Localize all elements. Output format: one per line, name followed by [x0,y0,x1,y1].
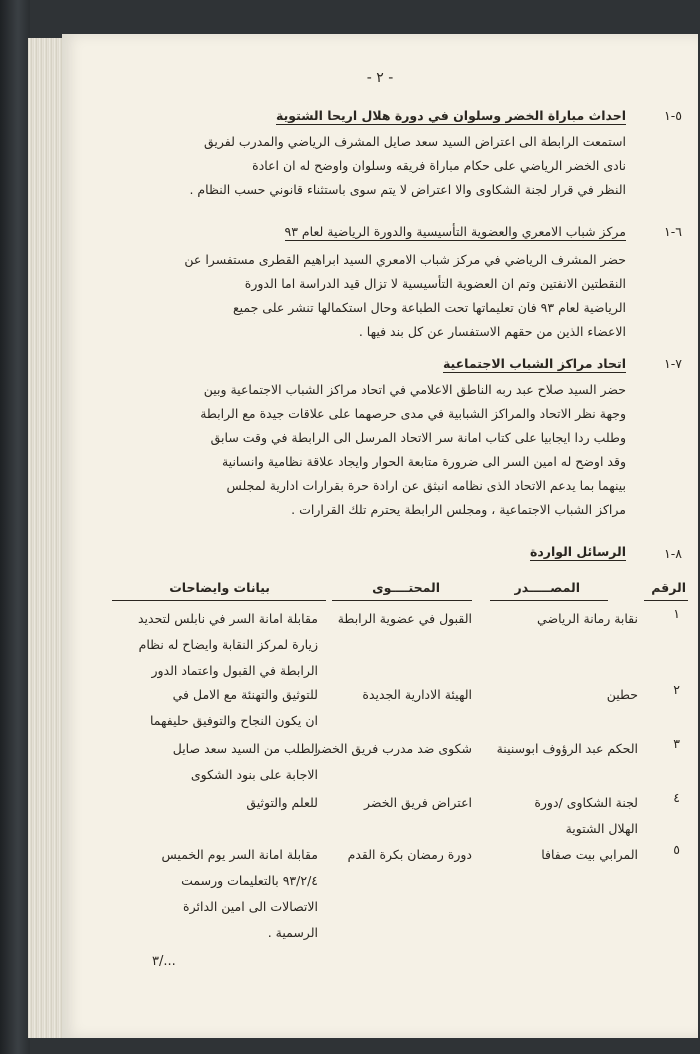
row-notes: الطلب من السيد سعد صايل الاجابة على بنود الشكوى [172,741,318,782]
row-source: حطين [606,687,638,702]
row-content: القبول في عضوية الرابطة [337,611,472,626]
paragraph-line: الاعضاء الذين من حقهم الاستفسار عن كل بند فيها . [358,324,626,339]
header-underline [644,600,688,601]
paragraph-line: وطلب ردا ايجابيا على كتاب امانة سر الاتحاد المرسل الى الرابطة في وقت سابق [210,430,626,445]
row-source: الحكم عبد الرؤوف ابوسنينة [496,741,638,756]
row-source: نقابة رمانة الرياضي [537,611,638,626]
section-paragraph [106,248,626,344]
section-title: اتحاد مراكز الشباب الاجتماعية [442,356,626,371]
paragraph-line: وجهة نظر الاتحاد والمراكز الشبابية في مدى حرصهما على علاقات جيدة مع الرابطة [200,406,626,421]
column-header-notes: بيانات وايضاحات [169,580,270,595]
section-number: ٥-١ [664,108,682,123]
header-underline [490,600,608,601]
paragraph-line: وقد اوضح له امين السر الى ضرورة متابعة الحوار وايجاد علاقة نظامية وانسانية [221,454,626,469]
paragraph-line: حضر المشرف الرياضي في مركز شباب الامعري السيد ابراهيم القطرى مستفسرا عن [184,252,626,267]
row-number: ٣ [673,736,680,751]
column-header-content: المحتــــوى [372,580,440,595]
document-body [62,34,698,1038]
row-content: شكوى ضد مدرب فريق الخضر [314,741,472,756]
header-underline [112,600,326,601]
row-number: ٤ [673,790,680,805]
row-notes: للعلم والتوثيق [246,795,318,810]
paragraph-line: استمعت الرابطة الى اعتراض السيد سعد صايل المشرف الرياضي والمدرب لفريق [203,134,626,149]
row-content: اعتراض فريق الخضر [364,795,472,810]
section-number: ٦-١ [664,224,682,239]
document-page [62,34,698,1038]
section-title: الرسائل الواردة [529,544,626,559]
section-title: احداث مباراة الخضر وسلوان في دورة هلال اريحا الشتوية [276,108,626,123]
header-underline [332,600,472,601]
row-number: ١ [673,606,680,621]
row-number: ٥ [673,842,680,857]
paragraph-line: مراكز الشباب الاجتماعية ، ومجلس الرابطة يحترم تلك القرارات . [291,502,626,517]
row-number: ٢ [673,682,680,697]
section-number: ٧-١ [664,356,682,371]
row-notes: للتوثيق والتهنئة مع الامل في ان يكون النجاح والتوفيق حليفهما [149,687,318,728]
section-paragraph [106,130,626,202]
column-header-number: الرقم [651,580,686,595]
section-paragraph [106,378,626,522]
row-notes: مقابلة امانة السر في نابلس لتحديد زيارة لمركز النقابة وايضاح له نظام الرابطة في القبول واعتماد الدور [138,611,318,678]
section-number: ٨-١ [664,546,682,561]
paragraph-line: الرياضية لعام ٩٣ فان تعليماتها تحت الطباعة وحال استكمالها تنشر على جميع [232,300,626,315]
paragraph-line: حضر السيد صلاح عبد ربه الناطق الاعلامي في اتحاد مراكز الشباب الاجتماعية وبين [203,382,626,397]
row-content: الهيئة الادارية الجديدة [362,687,472,702]
paragraph-line: نادى الخضر الرياضي على حكام مباراة فريقه وسلوان واوضح له ان اعادة [252,158,626,173]
page-number: - ٢ - [366,70,394,86]
section-title: مركز شباب الامعري والعضوية التأسيسية والدورة الرياضية لعام ٩٣ [284,224,626,239]
paragraph-line: النقطتين الانفتين وتم ان العضوية التأسيسية لا تزال قيد الدراسة اما الدورة [244,276,626,291]
paragraph-line: بينهما بما يدعم الاتحاد الذى نظامه انبثق عن ارادة حرة بقرارات ادارية لمجلس [226,478,626,493]
row-source: لجنة الشكاوى /دورة الهلال الشتوية [534,795,638,836]
paragraph-line: النظر في قرار لجنة الشكاوى والا اعتراض لا يتم سوى باستثناء قانوني حسب النظام . [189,182,626,197]
book-binding [0,0,30,1054]
row-notes: مقابلة امانة السر يوم الخميس ٩٣/٢/٤ بالتعليمات ورسمت الاتصالات الى امين الدائرة الرسمية . [161,847,318,940]
page-continuation-ref: ٣/... [152,954,176,969]
row-content: دورة رمضان بكرة القدم [347,847,472,862]
column-header-source: المصـــــدر [514,580,580,595]
row-source: المرابي بيت صفافا [541,847,638,862]
